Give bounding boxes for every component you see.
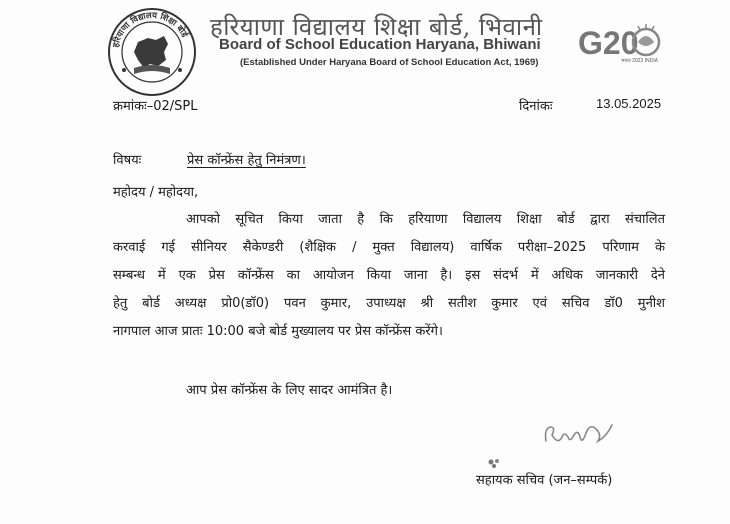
stamp-mark (485, 456, 505, 470)
board-name-english: Board of School Education Haryana, Bhiwani (219, 36, 541, 53)
subject-text: प्रेस कॉन्फ्रेंस हेतु निमंत्रण। (187, 153, 306, 168)
body-line: हेतु बोर्ड अध्यक्ष प्रो0(डॉ0) पवन कुमार, उपाध्यक्ष श्री सतीश कुमार एवं सचिव डॉ0 मुनीश (113, 296, 665, 311)
body-line: करवाई गई सीनियर सैकेण्डरी (शैक्षिक / मुक्त विद्यालय) वार्षिक परीक्षा–2025 परिणाम के (113, 240, 665, 255)
board-name-hindi: हरियाणा विद्यालय शिक्षा बोर्ड, भिवानी (210, 13, 543, 41)
date-label: दिनांकः (519, 99, 553, 114)
body-paragraph (113, 206, 665, 346)
designation: सहायक सचिव (जन–सम्पर्क) (476, 473, 613, 488)
body-line: नागपाल आज प्रातः 10:00 बजे बोर्ड मुख्यालय पर प्रेस कॉन्फ्रेंस करेंगे। (113, 324, 443, 339)
salutation: महोदय / महोदया, (113, 185, 199, 200)
establishment-note: (Established Under Haryana Board of School Education Act, 1969) (240, 57, 539, 68)
body-line: आपको सूचित किया जाता है कि हरियाणा विद्यालय शिक्षा बोर्ड द्वारा संचालित (186, 212, 665, 227)
reference-number: क्रमांकः–02/SPL (113, 99, 198, 114)
invitation-line: आप प्रेस कॉन्फ्रेंस के लिए सादर आमंत्रित है। (186, 383, 393, 398)
svg-text:हरियाणा विद्यालय शिक्षा बोर्ड: हरियाणा विद्यालय शिक्षा बोर्ड (111, 10, 190, 49)
board-logo (104, 6, 200, 98)
signature-scribble (540, 415, 620, 449)
g20-tagline: भारत 2023 INDIA (621, 58, 658, 64)
date-value: 13.05.2025 (596, 96, 662, 111)
subject-label: विषयः (113, 153, 142, 168)
body-line: सम्बन्ध में एक प्रेस कॉन्फ्रेंस का आयोजन किया जाना है। इस संदर्भ में अधिक जानकारी देने (113, 268, 665, 283)
svg-text:G20: G20 (578, 25, 639, 61)
